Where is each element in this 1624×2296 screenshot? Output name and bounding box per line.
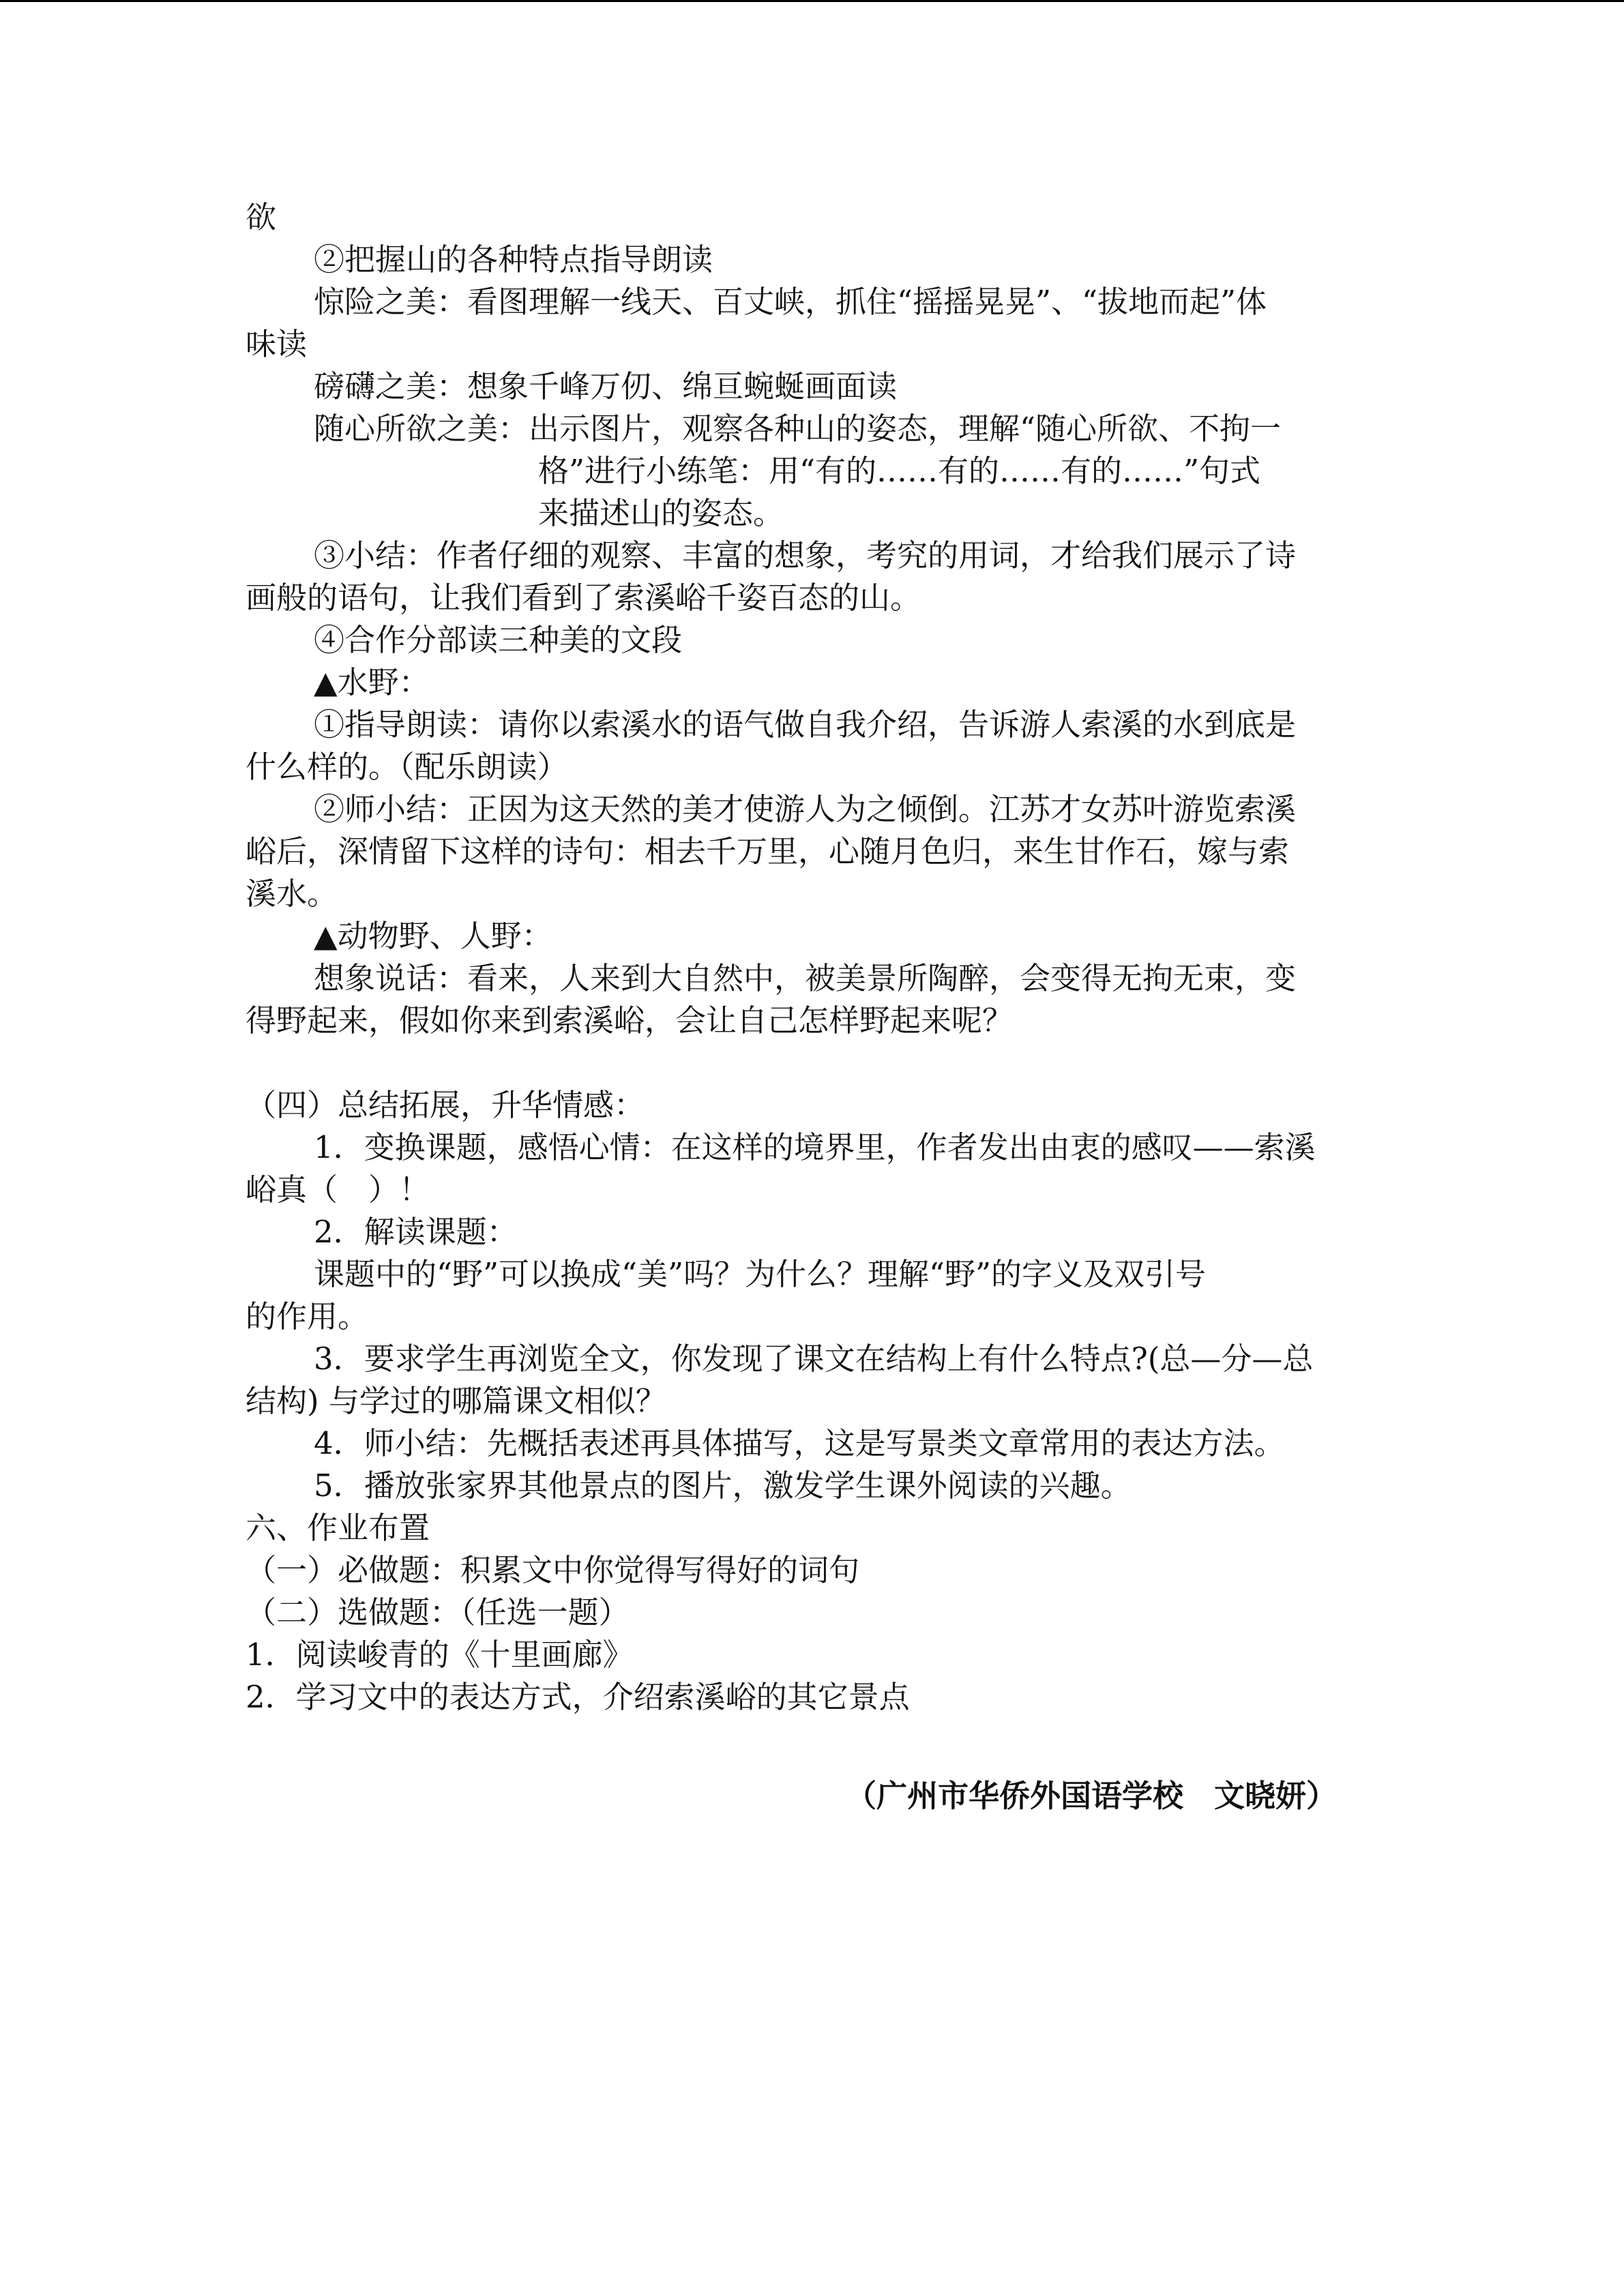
text-line: 课题中的“野”可以换成“美”吗？为什么？理解“野”的字义及双引号 xyxy=(314,1256,1207,1292)
text-line: 格”进行小练笔：用“有的……有的……有的……”句式 xyxy=(538,453,1261,489)
text-line: 磅礴之美：想象千峰万仞、绵亘蜿蜒画面读 xyxy=(314,368,898,404)
text-line: 想象说话：看来，人来到大自然中，被美景所陶醉，会变得无拘无束，变 xyxy=(314,960,1297,996)
text-line: 4．师小结：先概括表述再具体描写，这是写景类文章常用的表达方法。 xyxy=(314,1425,1285,1461)
text-line: ②师小结：正因为这天然的美才使游人为之倾倒。江苏才女苏叶游览索溪 xyxy=(314,791,1297,827)
text-line: 的作用。 xyxy=(246,1298,369,1335)
section-heading: 六、作业布置 xyxy=(246,1510,430,1546)
text-line: ①指导朗读：请你以索溪水的语气做自我介绍，告诉游人索溪的水到底是 xyxy=(314,706,1297,743)
text-line: （二）选做题：（任选一题） xyxy=(246,1594,630,1630)
text-line: 画般的语句，让我们看到了索溪峪千姿百态的山。 xyxy=(246,580,921,616)
blank-line xyxy=(246,1042,1378,1084)
text-line: 峪后，深情留下这样的诗句：相去千万里，心随月色归，来生甘作石，嫁与索 xyxy=(246,833,1290,869)
top-border xyxy=(0,0,1624,2)
text-line: 1．阅读峻青的《十里画廊》 xyxy=(246,1637,634,1673)
text-line: 得野起来，假如你来到索溪峪，会让自己怎样野起来呢？ xyxy=(246,1002,1014,1039)
text-line: 随心所欲之美：出示图片，观察各种山的姿态，理解“随心所欲、不拘一 xyxy=(314,411,1282,447)
text-line: ②把握山的各种特点指导朗读 xyxy=(314,241,713,278)
document-body xyxy=(246,196,1378,1718)
text-line: 溪水。 xyxy=(246,876,338,912)
text-line: 2．解读课题： xyxy=(314,1214,518,1250)
text-line: 味读 xyxy=(246,326,308,362)
text-line: 什么样的。（配乐朗读） xyxy=(246,749,568,785)
text-line: 2．学习文中的表达方式，介绍索溪峪的其它景点 xyxy=(246,1679,910,1715)
text-line: 惊险之美：看图理解一线天、百丈峡，抓住“摇摇晃晃”、“拔地而起”体 xyxy=(314,284,1267,320)
text-line: 峪真（ ）！ xyxy=(246,1172,430,1208)
text-line: 3．要求学生再浏览全文，你发现了课文在结构上有什么特点?(总—分—总 xyxy=(314,1341,1314,1377)
text-line: ▲水野： xyxy=(314,664,430,700)
text-line: ▲动物野、人野： xyxy=(314,918,552,954)
text-line: 1．变换课题，感悟心情：在这样的境界里，作者发出由衷的感叹——索溪 xyxy=(314,1129,1316,1165)
text-line: 5．播放张家界其他景点的图片，激发学生课外阅读的兴趣。 xyxy=(314,1467,1132,1504)
text-line: ④合作分部读三种美的文段 xyxy=(314,622,683,658)
text-line: ③小结：作者仔细的观察、丰富的想象，考究的用词，才给我们展示了诗 xyxy=(314,537,1297,573)
text-line: （四）总结拓展，升华情感： xyxy=(246,1087,645,1123)
text-line: 结构) 与学过的哪篇课文相似？ xyxy=(246,1383,666,1419)
author-signature: （广州市华侨外国语学校 文晓妍） xyxy=(845,1778,1337,1814)
text-line: 欲 xyxy=(246,199,277,235)
text-line: 来描述山的姿态。 xyxy=(538,495,784,531)
text-line: （一）必做题：积累文中你觉得写得好的词句 xyxy=(246,1552,860,1588)
